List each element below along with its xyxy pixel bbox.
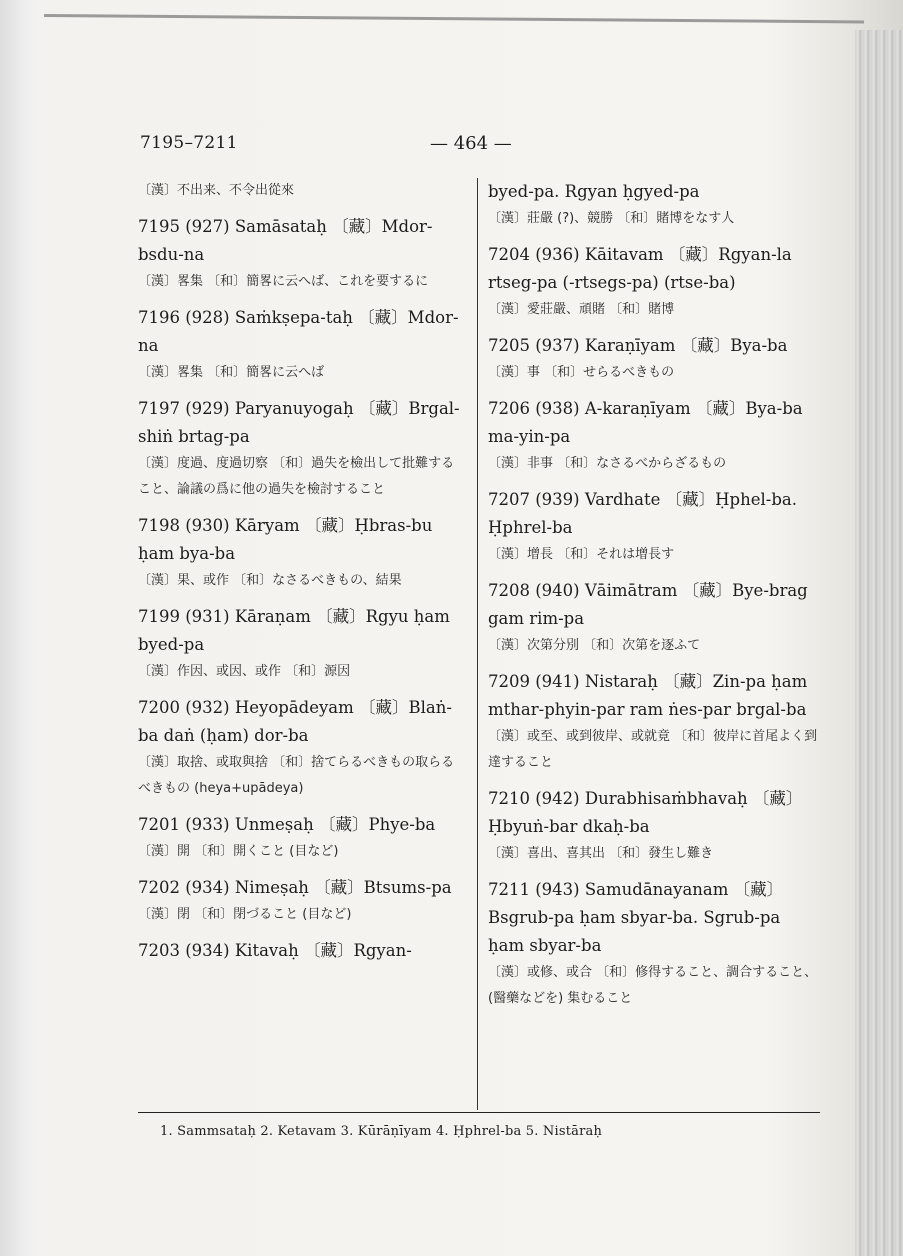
entry-7202 (138, 874, 466, 928)
entry-gloss: 〔漢〕次第分別 〔和〕次第を逐ふて (488, 638, 701, 653)
entry-7208 (488, 577, 818, 659)
entry-head: 7201 (933) Unmeṣaḥ 〔藏〕Phye-ba (138, 815, 436, 834)
entry-head: 7205 (937) Karaṇīyam 〔藏〕Bya-ba (488, 336, 788, 355)
entry-head: 7210 (942) Durabhisaṁbhavaḥ 〔藏〕Ḥbyuṅ-bar dkaḥ-ba (488, 789, 803, 836)
scan-right-edge (855, 30, 903, 1256)
entry-gloss: 〔漢〕畧集 〔和〕簡畧に云へば (138, 365, 325, 380)
entry-head: 7200 (932) Heyopādeyam 〔藏〕Blaṅ-ba daṅ (ḥam) dor-ba (138, 698, 452, 745)
entry-7197 (138, 395, 466, 503)
column-divider (477, 178, 478, 1110)
entry-gloss: 〔漢〕事 〔和〕せらるべきもの (488, 365, 675, 380)
entry-continued (138, 178, 466, 204)
entry-head: 7198 (930) Kāryam 〔藏〕Ḥbras-bu ḥam bya-ba (138, 516, 433, 563)
entry-gloss: 〔漢〕度過、度過切察 〔和〕過失を檢出して批難すること、論議の爲に他の過失を檢討すること (138, 456, 455, 497)
entry-range: 7195–7211 (140, 133, 238, 153)
entry-head: 7195 (927) Samāsataḥ 〔藏〕Mdor-bsdu-na (138, 217, 433, 264)
entry-head: 7199 (931) Kāraṇam 〔藏〕Rgyu ḥam byed-pa (138, 607, 450, 654)
entry-7196 (138, 304, 466, 386)
entry-head: 7211 (943) Samudānayanam 〔藏〕Bsgrub-pa ḥam sbyar-ba. Sgrub-pa ḥam sbyar-ba (488, 880, 784, 955)
entry-head: byed-pa. Rgyan ḥgyed-pa (488, 182, 700, 201)
entry-head: 7196 (928) Saṁkṣepa-taḥ 〔藏〕Mdor-na (138, 308, 459, 355)
entry-gloss: 〔漢〕畧集 〔和〕簡畧に云へば、これを要するに (138, 274, 429, 289)
entry-7206 (488, 395, 818, 477)
entry-gloss: 〔漢〕或修、或合 〔和〕修得すること、調合すること、(醫藥などを) 集むること (488, 965, 818, 1006)
entry-7203-continued (488, 178, 818, 232)
left-column (138, 178, 466, 974)
entry-gloss: 〔漢〕莊嚴 (?)、競勝 〔和〕賭博をなす人 (488, 211, 735, 226)
footnote-rule (138, 1112, 820, 1113)
entry-head: 7208 (940) Vāimātram 〔藏〕Bye-brag gam rim-pa (488, 581, 808, 628)
entry-gloss: 〔漢〕不出来、不令出從來 (138, 183, 295, 198)
entry-7201 (138, 811, 466, 865)
entry-7199 (138, 603, 466, 685)
entry-gloss: 〔漢〕或至、或到彼岸、或就竟 〔和〕彼岸に首尾よく到達すること (488, 729, 818, 770)
entry-7200 (138, 694, 466, 802)
entry-gloss: 〔漢〕開 〔和〕開くこと (目など) (138, 844, 339, 859)
entry-7203 (138, 937, 466, 965)
entry-7209 (488, 668, 818, 776)
entry-head: 7202 (934) Nimeṣaḥ 〔藏〕Btsums-pa (138, 878, 452, 897)
entry-gloss: 〔漢〕非事 〔和〕なさるべからざるもの (488, 456, 727, 471)
entry-7211 (488, 876, 818, 1012)
entry-head: 7204 (936) Kāitavam 〔藏〕Rgyan-la rtseg-pa (-rtsegs-pa) (rtse-ba) (488, 245, 792, 292)
entry-head: 7206 (938) A-karaṇīyam 〔藏〕Bya-ba ma-yin-pa (488, 399, 803, 446)
right-column (488, 178, 818, 1021)
entry-gloss: 〔漢〕取捨、或取與捨 〔和〕捨てらるべきもの取らるべきもの (heya+upādeya) (138, 755, 455, 796)
entry-head: 7207 (939) Vardhate 〔藏〕Ḥphel-ba. Ḥphrel-ba (488, 490, 797, 537)
entry-gloss: 〔漢〕喜出、喜其出 〔和〕發生し難き (488, 846, 714, 861)
entry-head: 7209 (941) Nistaraḥ 〔藏〕Zin-pa ḥam mthar-phyin-par ram ṅes-par brgal-ba (488, 672, 808, 719)
entry-7195 (138, 213, 466, 295)
entry-gloss: 〔漢〕果、或作 〔和〕なさるべきもの、結果 (138, 573, 402, 588)
entry-gloss: 〔漢〕作因、或因、或作 〔和〕源因 (138, 664, 351, 679)
page-number: — 464 — (430, 133, 512, 154)
entry-head: 7203 (934) Kitavaḥ 〔藏〕Rgyan- (138, 941, 412, 960)
entry-gloss: 〔漢〕閉 〔和〕閉づること (目など) (138, 907, 352, 922)
entry-7198 (138, 512, 466, 594)
entry-head: 7197 (929) Paryanuyogaḥ 〔藏〕Brgal-shiṅ brtag-pa (138, 399, 460, 446)
top-rule (44, 14, 864, 23)
entry-gloss: 〔漢〕愛莊嚴、頑賭 〔和〕賭博 (488, 302, 675, 317)
entry-gloss: 〔漢〕增長 〔和〕それは增長す (488, 547, 675, 562)
entry-7204 (488, 241, 818, 323)
footnotes: 1. Sammsataḥ 2. Ketavam 3. Kūrāṇīyam 4. Ḥphrel-ba 5. Nistāraḥ (160, 1124, 603, 1139)
scan-left-edge (0, 0, 40, 1256)
entry-7210 (488, 785, 818, 867)
entry-7207 (488, 486, 818, 568)
entry-7205 (488, 332, 818, 386)
